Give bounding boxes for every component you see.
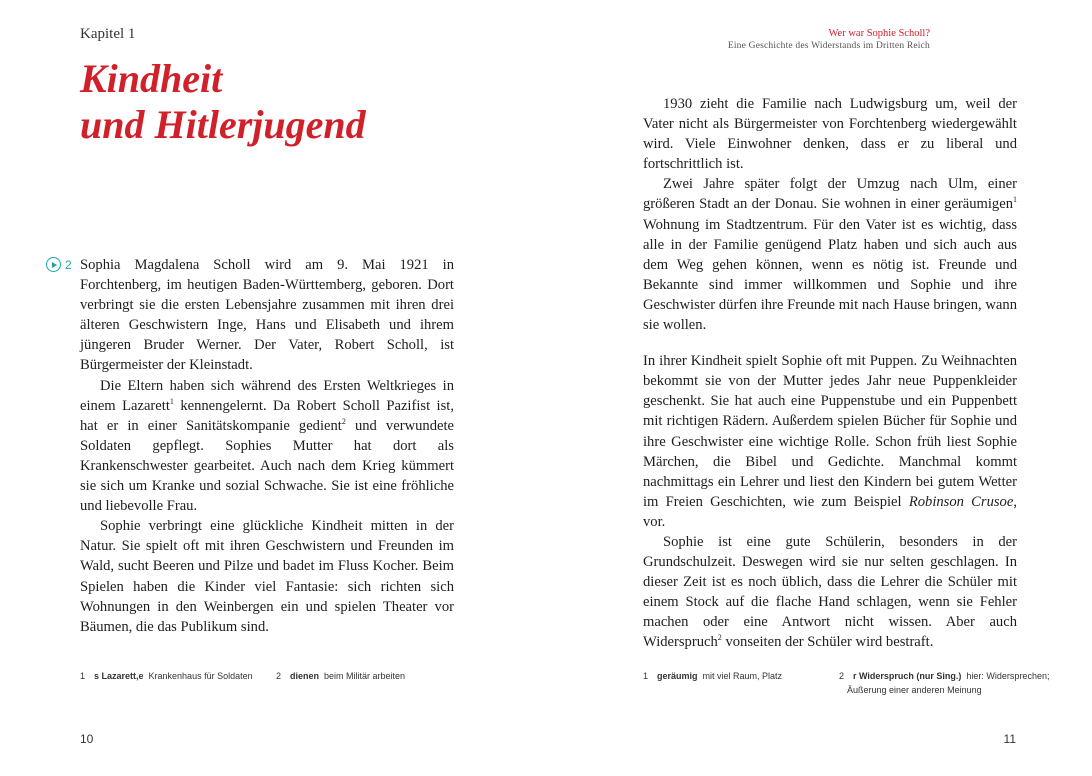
running-head xyxy=(728,28,930,52)
chapter-title-line2: und Hitlerjugend xyxy=(80,102,366,147)
running-title: Wer war Sophie Scholl? xyxy=(828,28,930,39)
footnote: 2 r Widerspruch (nur Sing.) hier: Widersprechen; Äußerung einer anderen Meinung xyxy=(839,671,1050,695)
left-body-text xyxy=(80,255,454,637)
footnote: 1 geräumig mit viel Raum, Platz xyxy=(643,671,783,681)
paragraph: 1930 zieht die Familie nach Ludwigsburg um, weil der Vater nicht als Bürgermeister von Forchtenberg wiedergewählt wird. Viele Einwohner denken, dass er zu liberal und fortschrittlich ist. xyxy=(643,96,1017,173)
play-circle-icon[interactable] xyxy=(46,257,61,272)
paragraph: Sophia Magdalena Scholl wird am 9. Mai 1921 in Forchtenberg, im heutigen Baden-Württemberg, geboren. Dort verbringt sie die ersten Lebensjahre zusammen mit ihren drei älteren Geschwistern Inge, Hans und Elisabeth und ihrem jüngeren Bruder Werner. Der Vater, Robert Scholl, ist Bürgermeister der Kleinstadt. xyxy=(80,257,454,374)
audio-track-number: 2 xyxy=(65,257,72,272)
page-number: 11 xyxy=(1003,732,1016,746)
book-title: Robinson Crusoe xyxy=(908,493,1014,510)
chapter-title-line1: Kindheit xyxy=(80,56,223,101)
paragraph: Die Eltern haben sich während des Ersten Weltkrieges in einem Lazarett$^1$ kennengelernt. Da Robert Scholl Pazifist ist, hat er in einer Sanitätskompanie gedient$^2$ und verwundete Soldaten gepflegt. Sophies Mutter hat dort als Krankenschwester gearbeitet. Auch nach dem Krieg kümmert sie sich um Kranke und sozial Schwache. Sie ist eine fröhliche und liebevolle Frau. xyxy=(80,377,455,515)
right-page xyxy=(546,0,1092,776)
footnote-ref: 1 xyxy=(169,396,174,406)
right-body-text xyxy=(643,94,1017,653)
paragraph: Zwei Jahre später folgt der Umzug nach Ulm, einer größeren Stadt an der Donau. Sie wohnen in einer geräumigen$^1$ Wohnung im Stadtzentrum. Für den Vater ist es wichtig, dass alle in der Familie genügend Platz haben und sich auch aus dem Weg gehen können, wenn es nötig ist. Freunde und Bekannte sind immer willkommen und Sophie und ihre Geschwister dürfen ihre Freunde mit nach Hause bringen, wann sie wollen. xyxy=(643,176,1017,334)
footnote-continuation: Äußerung einer anderen Meinung xyxy=(847,685,982,695)
paragraph: Sophie ist eine gute Schülerin, besonders in der Grundschulzeit. Deswegen wird sie nur selten geschlagen. In dieser Zeit ist es noch üblich, dass die Lehrer die Schüler mit einem Stock auf die flache Hand schlagen, wenn sie Fehler machen oder eine Antwort nicht wissen. Aber auch Widerspruch$^2$ vonseiten der Schüler wird bestraft. xyxy=(643,533,1017,651)
audio-track-marker[interactable] xyxy=(46,257,72,272)
paragraph: Sophie verbringt eine glückliche Kindheit mitten in der Natur. Sie spielt oft mit ihren Geschwistern und Freunden im Wald, sucht Beeren und Pilze und badet im Fluss Kocher. Beim Spielen haben die Kinder viel Fantasie: sich richten sich Wohnungen in den Weinbergen ein und spielen Theater vor Bäumen, die das Publikum sind. xyxy=(80,518,454,635)
chapter-label: Kapitel 1 xyxy=(80,26,136,42)
running-subtitle: Eine Geschichte des Widerstands im Dritten Reich xyxy=(727,41,930,51)
paragraph: In ihrer Kindheit spielt Sophie oft mit Puppen. Zu Weihnachten bekommt sie von der Mutter jedes Jahr neue Puppenkleider geschenkt. Sie hat auch eine Puppenstube und ein Puppenbett mit richtigen Rädern. Außerdem spielen Bücher für Sophie und ihre Geschwister eine wichtige Rolle. Schon früh liest Sophie Märchen, die Bibel und Gedichte. Manchmal kommt nachmittags ein Lehrer und liest den Kindern bei gutem Wetter im Freien Geschichten, wie zum Beispiel Robinson Crusoe, vor. xyxy=(643,353,1017,530)
footnote-ref: 2 xyxy=(717,633,722,643)
footnote: 1 s Lazarett,e Krankenhaus für Soldaten xyxy=(80,671,253,681)
footnote-ref: 2 xyxy=(341,416,346,426)
page-number: 10 xyxy=(80,732,94,746)
footnote: 2 dienen beim Militär arbeiten xyxy=(276,671,406,681)
chapter-title xyxy=(80,56,366,148)
footnote-ref: 1 xyxy=(1013,195,1017,205)
